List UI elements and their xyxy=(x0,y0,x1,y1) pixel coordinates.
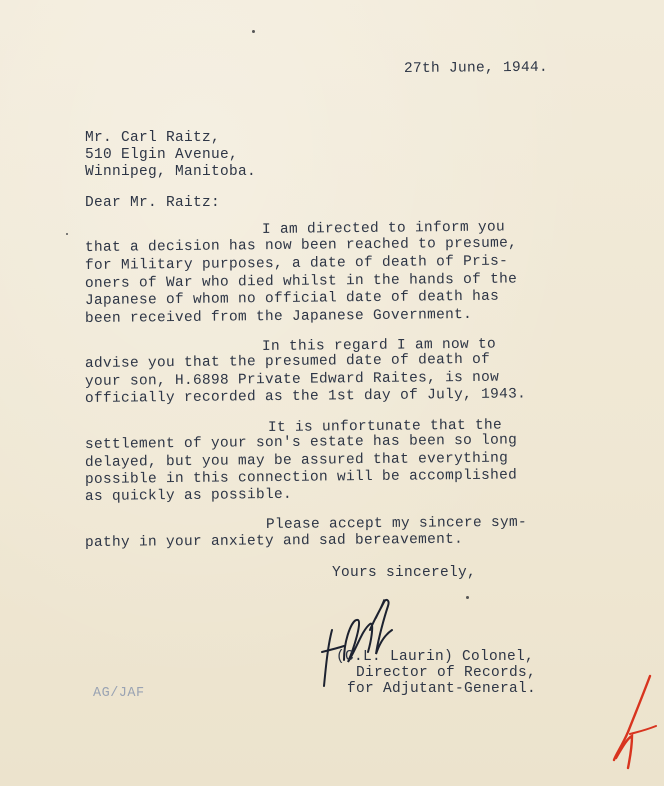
paragraph-line: delayed, but you may be assured that everything xyxy=(84,450,509,471)
paragraph-line: In this regard I am now to xyxy=(261,336,497,355)
paragraph-line: Japanese of whom no official date of death has xyxy=(84,288,500,309)
paragraph-line: that a decision has now been reached to presume, xyxy=(84,235,518,256)
signatory-office: for Adjutant-General. xyxy=(347,681,537,697)
recipient-street: 510 Elgin Avenue, xyxy=(85,147,239,163)
paragraph-line: possible in this connection will be accomplished xyxy=(84,467,518,488)
paragraph-line: pathy in your anxiety and sad bereavement. xyxy=(84,531,464,551)
paragraph-line: Please accept my sincere sym- xyxy=(265,514,528,533)
paragraph-line: as quickly as possible. xyxy=(84,486,293,505)
paragraph-line: oners of War who died whilst in the hands of the xyxy=(84,271,518,292)
recipient-city: Winnipeg, Manitoba. xyxy=(85,164,257,180)
paragraph-line: for Military purposes, a date of death of Pris- xyxy=(84,253,509,274)
salutation: Dear Mr. Raitz: xyxy=(85,195,221,211)
paragraph-line: I am directed to inform you xyxy=(261,219,506,238)
paragraph-line: been received from the Japanese Government. xyxy=(84,306,473,327)
paper-speck xyxy=(252,30,255,33)
signatory-title: Director of Records, xyxy=(356,665,537,681)
paragraph-line: advise you that the presumed date of death of xyxy=(84,351,491,372)
signatory-name: (C.L. Laurin) Colonel, xyxy=(336,649,535,665)
paragraph-line: officially recorded as the 1st day of July, 1943. xyxy=(84,386,527,407)
paragraph-line: your son, H.6898 Private Edward Raites, is now xyxy=(84,369,500,390)
paper-speck xyxy=(66,233,68,235)
reference-initials: AG/JAF xyxy=(93,686,145,701)
paragraph-line: It is unfortunate that the xyxy=(267,417,503,436)
letter-date: 27th June, 1944. xyxy=(403,59,549,77)
closing: Yours sincerely, xyxy=(332,565,477,581)
paragraph-line: settlement of your son's estate has been so long xyxy=(84,432,518,453)
recipient-name: Mr. Carl Raitz, xyxy=(85,130,221,146)
red-pencil-mark-icon xyxy=(610,672,662,772)
paper-speck xyxy=(466,596,469,599)
